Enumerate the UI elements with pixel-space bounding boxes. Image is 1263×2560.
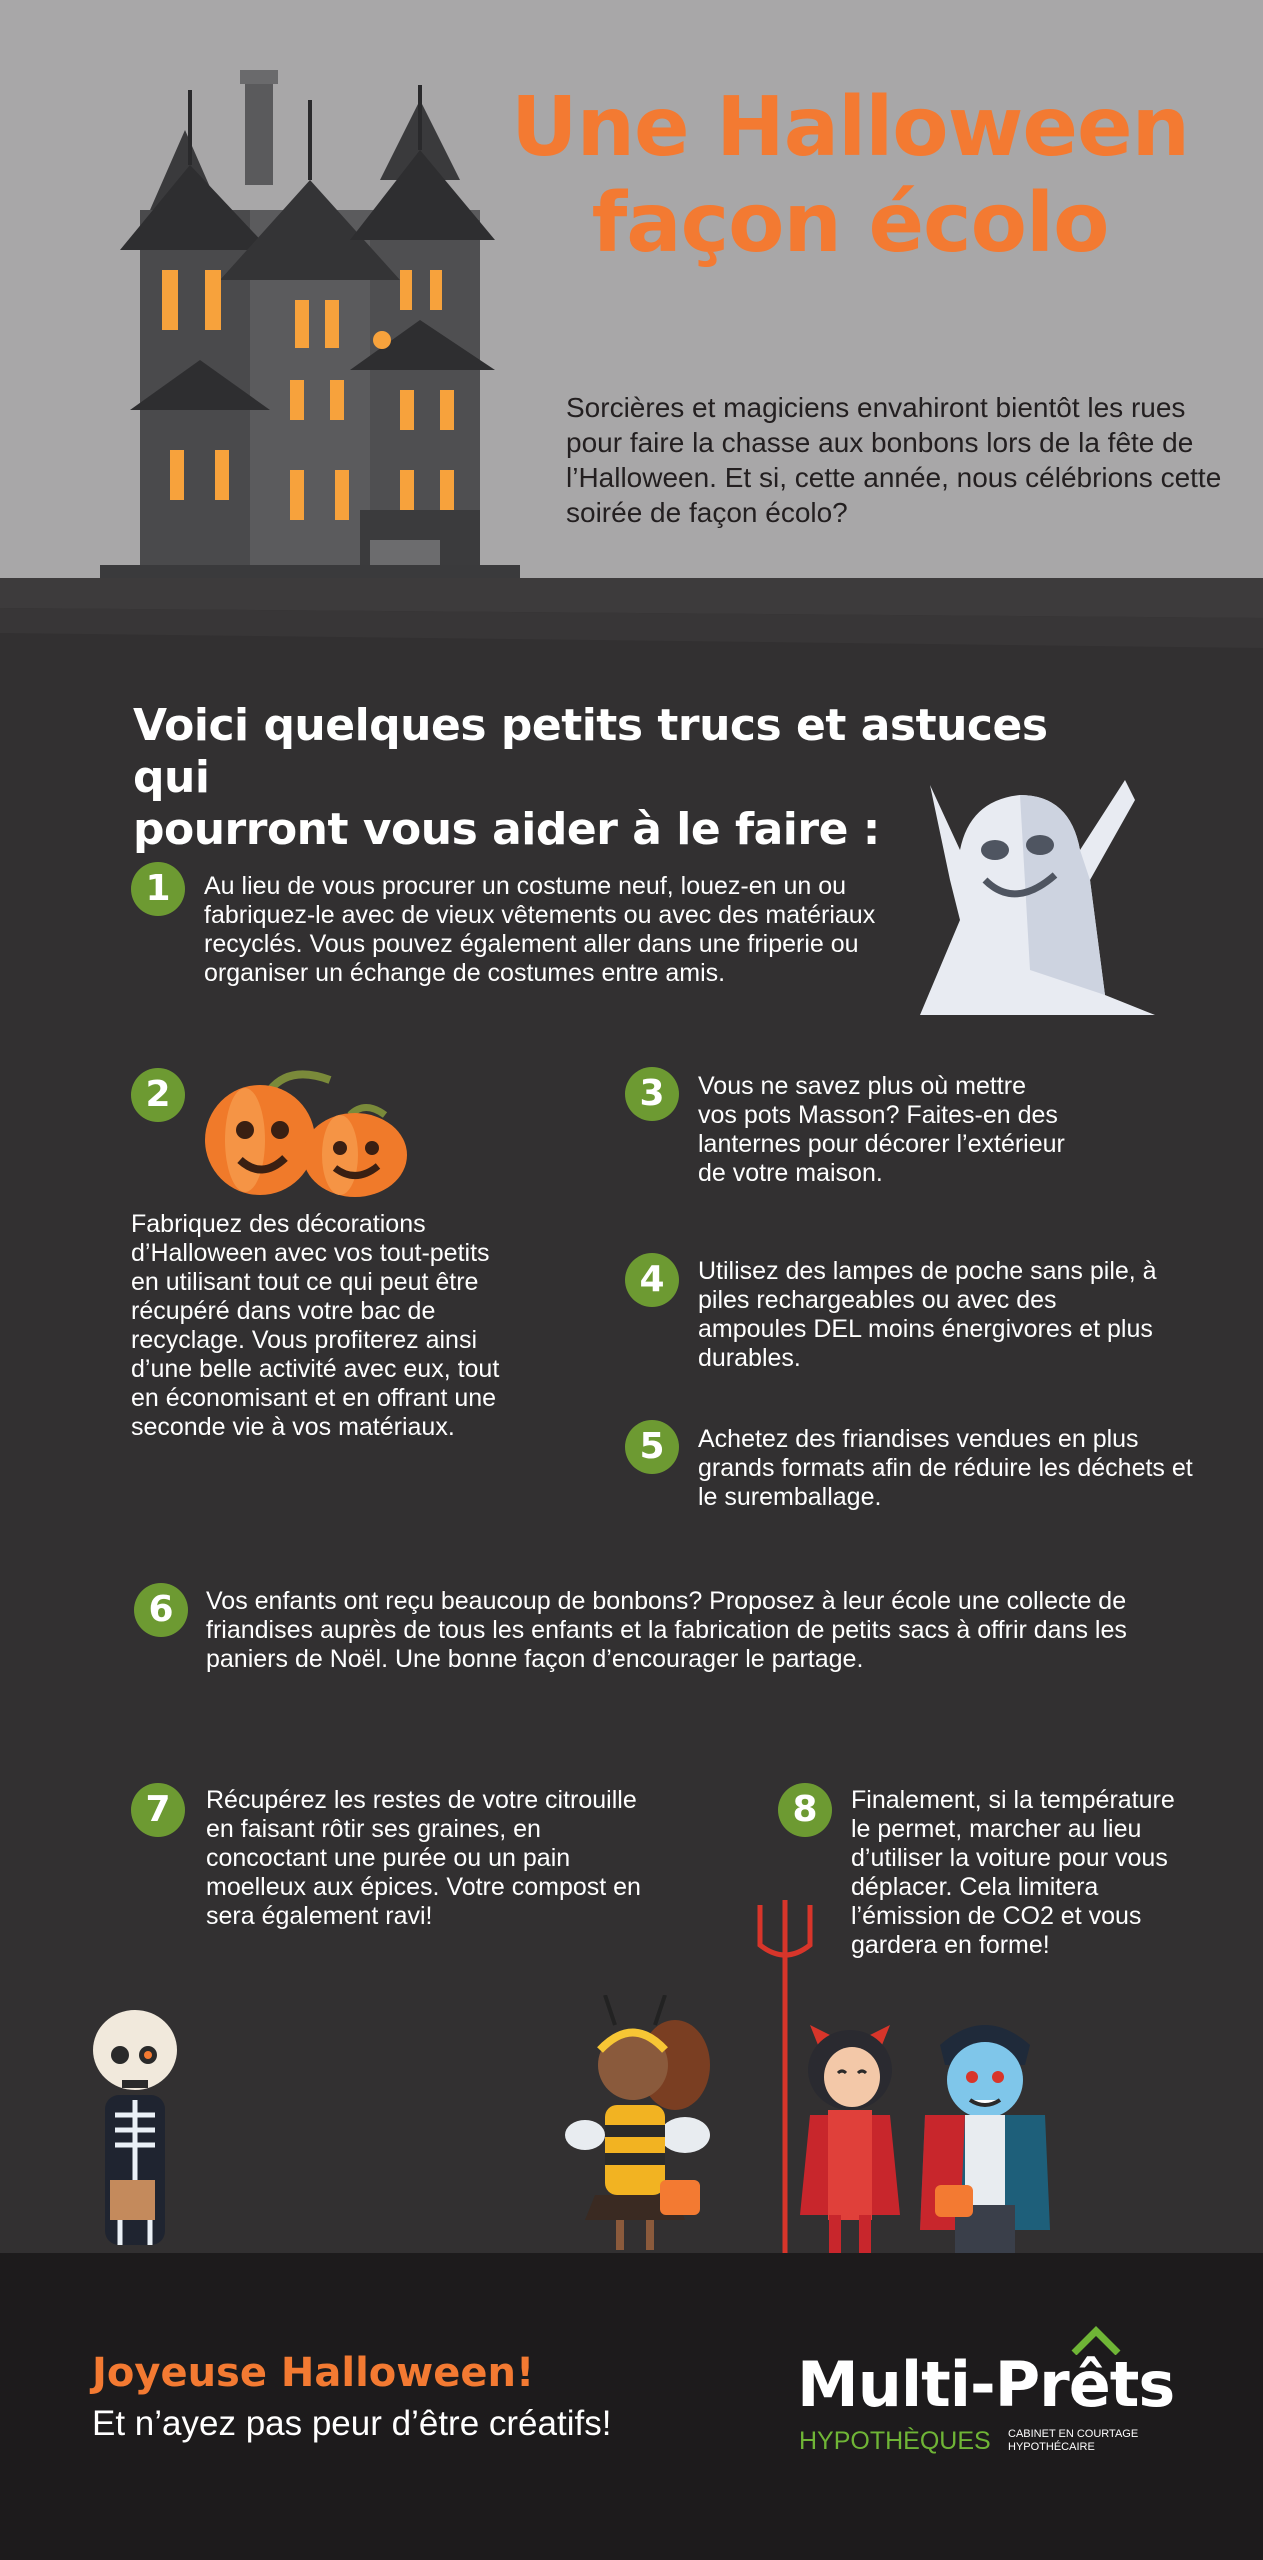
- tip-8-text: Finalement, si la température le permet, marcher au lieu d’utiliser la voiture pour vous déplacer. Cela limitera l’émission de CO2 et vous gardera en forme!: [851, 1786, 1175, 1959]
- tip-1-badge: 1: [131, 862, 185, 916]
- ghost-icon: [890, 770, 1160, 1020]
- bee-girl-icon: [565, 1995, 720, 2253]
- intro-paragraph: Sorcières et magiciens envahiront bientôt les rues pour faire la chasse aux bonbons lors de la fête de l’Halloween. Et si, cette année, nous célébrions cette soirée de façon écolo?: [566, 392, 1222, 528]
- tips-heading-line-2: pourront vous aider à le faire :: [133, 804, 880, 855]
- tip-5-badge: 5: [625, 1420, 679, 1474]
- tip-3-text: Vous ne savez plus où mettre vos pots Masson? Faites-en des lanternes pour décorer l’extérieur de votre maison.: [698, 1072, 1065, 1187]
- tip-6-badge: 6: [134, 1583, 188, 1637]
- section-divider: [0, 578, 1263, 688]
- devil-girl-icon: [790, 2005, 910, 2253]
- tip-3-badge: 3: [625, 1067, 679, 1121]
- title-line-1: Une Halloween: [511, 80, 1189, 175]
- footer-subline: Et n’ayez pas peur d’être créatifs!: [92, 2404, 612, 2443]
- tip-7-badge: 7: [131, 1783, 185, 1837]
- tip-8-badge: 8: [778, 1783, 832, 1837]
- tip-6-text: Vos enfants ont reçu beaucoup de bonbons? Proposez à leur école une collecte de friandises auprès de tous les enfants et la fabrication de petits sacs à offrir dans les paniers de Noël. Une bonne façon d’encourager le partage.: [206, 1587, 1127, 1673]
- skeleton-icon: [80, 2005, 190, 2253]
- tip-1-text: Au lieu de vous procurer un costume neuf, louez-en un ou fabriquez-le avec de vieux vêtements ou avec des matériaux recyclés. Vous pouvez également aller dans une friperie ou organiser un échange de costumes entre amis.: [204, 872, 876, 987]
- tip-4-badge: 4: [625, 1253, 679, 1307]
- haunted-house-icon: [100, 70, 520, 580]
- brand-tagline: CABINET EN COURTAGE HYPOTHÉCAIRE: [1008, 2428, 1139, 2453]
- tip-2-badge: 2: [131, 1068, 185, 1122]
- tips-heading-line-1: Voici quelques petits trucs et astuces qui: [133, 700, 1048, 803]
- tip-2-text: Fabriquez des décorations d’Halloween avec vos tout-petits en utilisant tout ce qui peut être récupéré dans votre bac de recyclage. Vous profiterez ainsi d’une belle activité avec eux, tout en économisant et en offrant une seconde vie à vos matériaux.: [131, 1210, 500, 1441]
- brand-logo-subtitle: HYPOTHÈQUES: [799, 2427, 991, 2455]
- pumpkins-icon: [200, 1060, 420, 1200]
- vampire-icon: [915, 2005, 1055, 2253]
- title-line-2: façon écolo: [591, 176, 1109, 271]
- tip-7-text: Récupérez les restes de votre citrouille en faisant rôtir ses graines, en concoctant une purée ou un pain moelleux aux épices. Votre compost en sera également ravi!: [206, 1786, 641, 1930]
- brand-logo: Multi-Prêts: [797, 2348, 1175, 2421]
- tip-5-text: Achetez des friandises vendues en plus grands formats afin de réduire les déchets et le suremballage.: [698, 1425, 1193, 1511]
- tip-4-text: Utilisez des lampes de poche sans pile, à piles rechargeables ou avec des ampoules DEL moins énergivores et plus durables.: [698, 1257, 1157, 1372]
- page-title: [470, 80, 1230, 272]
- footer-greeting: Joyeuse Halloween!: [92, 2350, 535, 2396]
